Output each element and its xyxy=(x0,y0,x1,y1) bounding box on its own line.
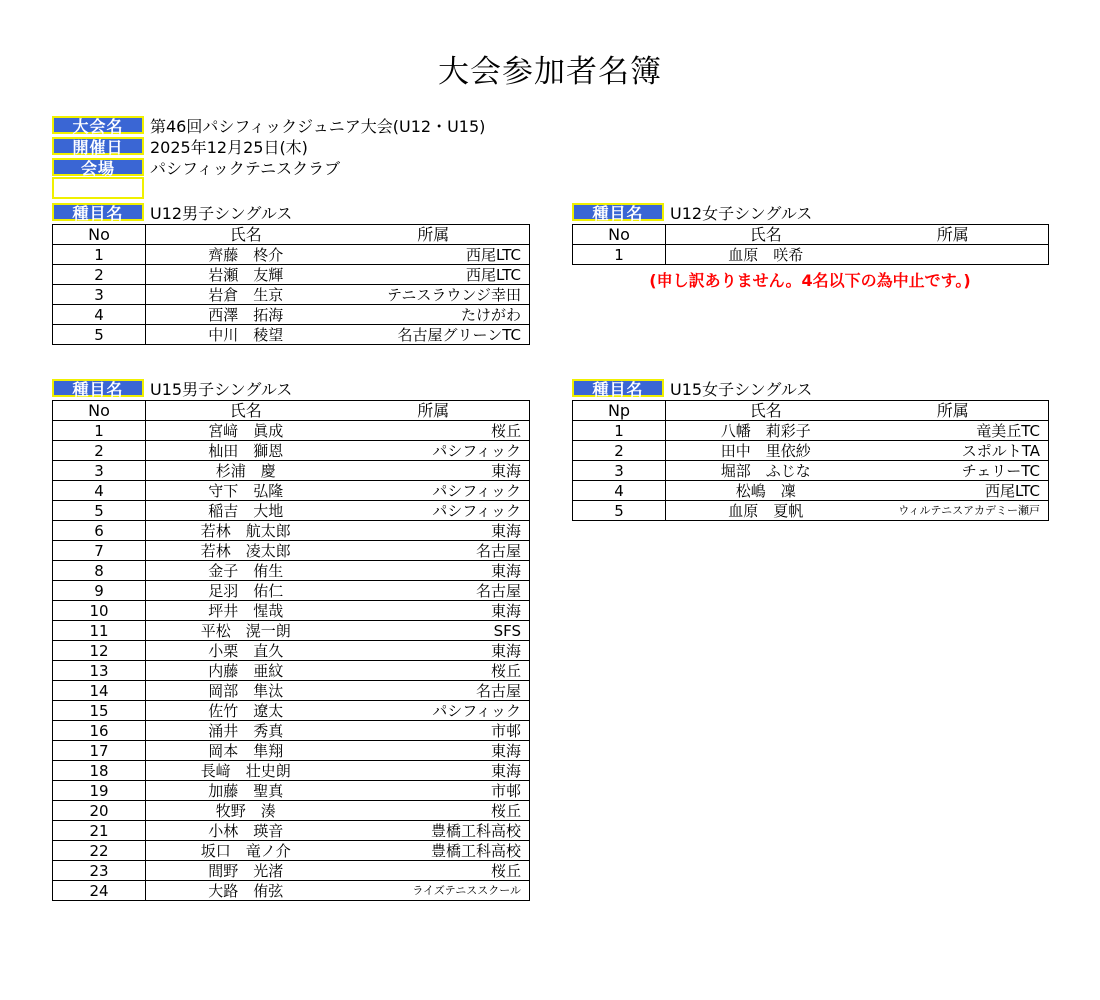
entry-affiliation: 桜丘 xyxy=(346,661,530,681)
header-no: No xyxy=(573,225,666,245)
venue-row xyxy=(52,157,340,177)
entry-no: 1 xyxy=(573,421,666,441)
table-row xyxy=(573,421,1049,441)
category-label: 種目名 xyxy=(572,203,664,221)
entry-no: 6 xyxy=(53,521,146,541)
header-no: No xyxy=(53,225,146,245)
entry-no: 16 xyxy=(53,721,146,741)
table-row xyxy=(53,701,530,721)
entry-affiliation: ウィルテニスアカデミー瀬戸 xyxy=(866,501,1049,521)
entry-name: 大路 侑弦 xyxy=(146,881,346,901)
entry-name: 松嶋 凜 xyxy=(666,481,866,501)
entry-name: 杣田 獅恩 xyxy=(146,441,346,461)
entry-affiliation: 市邨 xyxy=(346,721,530,741)
category-label: 種目名 xyxy=(572,379,664,397)
entry-affiliation: 竜美丘TC xyxy=(866,421,1049,441)
entry-no: 4 xyxy=(53,305,146,325)
entry-affiliation: 東海 xyxy=(346,761,530,781)
event-date-value: 2025年12月25日(木) xyxy=(150,137,308,157)
entry-name: 涌井 秀真 xyxy=(146,721,346,741)
entry-no: 5 xyxy=(573,501,666,521)
entry-name: 齊藤 柊介 xyxy=(146,245,346,265)
table-row xyxy=(53,285,530,305)
table-row xyxy=(53,721,530,741)
entry-affiliation: 東海 xyxy=(346,461,530,481)
blank-label-cell xyxy=(52,177,144,199)
entry-affiliation: パシフィック xyxy=(346,481,530,501)
entry-name: 堀部 ふじな xyxy=(666,461,866,481)
entry-no: 4 xyxy=(573,481,666,501)
table-row xyxy=(53,521,530,541)
entry-no: 1 xyxy=(53,245,146,265)
entry-no: 17 xyxy=(53,741,146,761)
entry-no: 13 xyxy=(53,661,146,681)
category-label: 種目名 xyxy=(52,379,144,397)
entry-affiliation: パシフィック xyxy=(346,441,530,461)
entry-no: 2 xyxy=(573,441,666,461)
entry-no: 1 xyxy=(53,421,146,441)
entry-no: 23 xyxy=(53,861,146,881)
header-name: 氏名 xyxy=(666,225,866,245)
table-header-row xyxy=(53,225,530,245)
table-header-row xyxy=(573,401,1049,421)
table-row xyxy=(53,501,530,521)
table-row xyxy=(53,801,530,821)
entry-affiliation: 名古屋グリーンTC xyxy=(346,325,530,345)
entry-no: 21 xyxy=(53,821,146,841)
entry-name: 岡部 隼汰 xyxy=(146,681,346,701)
entry-name: 稲吉 大地 xyxy=(146,501,346,521)
entry-no: 4 xyxy=(53,481,146,501)
entry-affiliation: 桜丘 xyxy=(346,421,530,441)
entry-affiliation: テニスラウンジ幸田 xyxy=(346,285,530,305)
entry-name: 小栗 直久 xyxy=(146,641,346,661)
u15-boys-table xyxy=(52,400,530,901)
entry-no: 3 xyxy=(53,285,146,305)
table-row xyxy=(573,501,1049,521)
page-title: 大会参加者名簿 xyxy=(438,54,662,90)
table-row xyxy=(53,681,530,701)
category-header-u12-girls xyxy=(572,202,812,222)
entry-name: 田中 里依紗 xyxy=(666,441,866,461)
entry-no: 11 xyxy=(53,621,146,641)
entry-no: 24 xyxy=(53,881,146,901)
table-row xyxy=(53,441,530,461)
entry-name: 牧野 湊 xyxy=(146,801,346,821)
entry-affiliation: 名古屋 xyxy=(346,681,530,701)
table-row xyxy=(53,761,530,781)
entry-affiliation: 西尾LTC xyxy=(346,265,530,285)
entry-name: 八幡 莉彩子 xyxy=(666,421,866,441)
table-row xyxy=(53,325,530,345)
cancellation-notice: (申し訳ありません。4名以下の為中止です。) xyxy=(649,271,971,290)
entry-affiliation: 豊橋工科高校 xyxy=(346,841,530,861)
entry-affiliation: SFS xyxy=(346,621,530,641)
table-row xyxy=(53,781,530,801)
table-row xyxy=(53,821,530,841)
table-row xyxy=(53,841,530,861)
entry-affiliation: 東海 xyxy=(346,601,530,621)
entry-affiliation: パシフィック xyxy=(346,501,530,521)
entry-affiliation: 名古屋 xyxy=(346,581,530,601)
entry-name: 西澤 拓海 xyxy=(146,305,346,325)
entry-name: 岩倉 生京 xyxy=(146,285,346,305)
table-row xyxy=(53,581,530,601)
header-name: 氏名 xyxy=(666,401,866,421)
event-date-row xyxy=(52,136,308,156)
entry-affiliation: 桜丘 xyxy=(346,801,530,821)
table-row xyxy=(53,245,530,265)
entry-name: 坂口 竜ノ介 xyxy=(146,841,346,861)
entry-affiliation: 豊橋工科高校 xyxy=(346,821,530,841)
table-row xyxy=(573,245,1049,265)
entry-affiliation: パシフィック xyxy=(346,701,530,721)
header-affiliation: 所属 xyxy=(346,401,530,421)
entry-no: 2 xyxy=(53,265,146,285)
entry-no: 20 xyxy=(53,801,146,821)
u12-girls-table xyxy=(572,224,1049,265)
entry-no: 18 xyxy=(53,761,146,781)
entry-name: 佐竹 遼太 xyxy=(146,701,346,721)
entry-name: 長﨑 壮史朗 xyxy=(146,761,346,781)
table-row xyxy=(53,265,530,285)
table-row xyxy=(573,481,1049,501)
blank-info-row xyxy=(52,178,144,198)
entry-name: 血原 夏帆 xyxy=(666,501,866,521)
table-row xyxy=(53,561,530,581)
entry-name: 足羽 佑仁 xyxy=(146,581,346,601)
entry-affiliation: 名古屋 xyxy=(346,541,530,561)
entry-affiliation: 東海 xyxy=(346,521,530,541)
entry-name: 杉浦 慶 xyxy=(146,461,346,481)
category-name: U12女子シングルス xyxy=(670,203,813,223)
entry-no: 10 xyxy=(53,601,146,621)
header-affiliation: 所属 xyxy=(866,225,1049,245)
table-row xyxy=(53,621,530,641)
u12-boys-table xyxy=(52,224,530,345)
category-header-u12-boys xyxy=(52,202,292,222)
entry-name: 血原 咲希 xyxy=(666,245,866,265)
entry-no: 19 xyxy=(53,781,146,801)
entry-no: 3 xyxy=(53,461,146,481)
header-no: No xyxy=(53,401,146,421)
entry-name: 坪井 惺哉 xyxy=(146,601,346,621)
table-row xyxy=(53,541,530,561)
event-name-label: 大会名 xyxy=(52,116,144,134)
category-name: U15女子シングルス xyxy=(670,379,813,399)
header-name: 氏名 xyxy=(146,401,346,421)
event-name-value: 第46回パシフィックジュニア大会(U12・U15) xyxy=(150,116,486,136)
entry-affiliation: 東海 xyxy=(346,561,530,581)
entry-affiliation: 桜丘 xyxy=(346,861,530,881)
entry-name: 岡本 隼翔 xyxy=(146,741,346,761)
entry-name: 加藤 聖真 xyxy=(146,781,346,801)
entry-name: 中川 稜望 xyxy=(146,325,346,345)
table-row xyxy=(53,305,530,325)
entry-name: 金子 侑生 xyxy=(146,561,346,581)
entry-name: 若林 航太郎 xyxy=(146,521,346,541)
category-header-u15-boys xyxy=(52,378,292,398)
entry-no: 2 xyxy=(53,441,146,461)
entry-affiliation: 東海 xyxy=(346,741,530,761)
table-header-row xyxy=(573,225,1049,245)
u15-girls-table xyxy=(572,400,1049,521)
header-affiliation: 所属 xyxy=(346,225,530,245)
entry-name: 岩瀬 友輝 xyxy=(146,265,346,285)
entry-no: 3 xyxy=(573,461,666,481)
entry-affiliation: チェリーTC xyxy=(866,461,1049,481)
entry-name: 小林 瑛音 xyxy=(146,821,346,841)
category-name: U15男子シングルス xyxy=(150,379,293,399)
entry-name: 守下 弘隆 xyxy=(146,481,346,501)
entry-affiliation: スポルトTA xyxy=(866,441,1049,461)
table-row xyxy=(53,481,530,501)
header-name: 氏名 xyxy=(146,225,346,245)
table-row xyxy=(53,461,530,481)
entry-affiliation: 市邨 xyxy=(346,781,530,801)
entry-no: 12 xyxy=(53,641,146,661)
table-row xyxy=(53,421,530,441)
table-row xyxy=(53,861,530,881)
entry-no: 22 xyxy=(53,841,146,861)
entry-name: 若林 凌太郎 xyxy=(146,541,346,561)
table-row xyxy=(53,661,530,681)
event-date-label: 開催日 xyxy=(52,137,144,155)
entry-no: 7 xyxy=(53,541,146,561)
table-row xyxy=(573,461,1049,481)
header-no: Np xyxy=(573,401,666,421)
category-header-u15-girls xyxy=(572,378,812,398)
table-row xyxy=(573,441,1049,461)
entry-no: 15 xyxy=(53,701,146,721)
entry-affiliation: ライズテニススクール xyxy=(346,881,530,901)
venue-label: 会場 xyxy=(52,158,144,176)
category-name: U12男子シングルス xyxy=(150,203,293,223)
table-row xyxy=(53,601,530,621)
event-name-row xyxy=(52,115,485,135)
entry-no: 9 xyxy=(53,581,146,601)
entry-no: 5 xyxy=(53,325,146,345)
entry-affiliation: 東海 xyxy=(346,641,530,661)
entry-affiliation: 西尾LTC xyxy=(866,481,1049,501)
entry-affiliation: たけがわ xyxy=(346,305,530,325)
table-header-row xyxy=(53,401,530,421)
header-affiliation: 所属 xyxy=(866,401,1049,421)
entry-no: 1 xyxy=(573,245,666,265)
entry-name: 内藤 亜紋 xyxy=(146,661,346,681)
entry-no: 14 xyxy=(53,681,146,701)
entry-name: 間野 光渚 xyxy=(146,861,346,881)
entry-no: 5 xyxy=(53,501,146,521)
table-row xyxy=(53,881,530,901)
category-label: 種目名 xyxy=(52,203,144,221)
table-row xyxy=(53,641,530,661)
entry-no: 8 xyxy=(53,561,146,581)
entry-name: 宮﨑 眞成 xyxy=(146,421,346,441)
entry-name: 平松 滉一朗 xyxy=(146,621,346,641)
entry-affiliation xyxy=(866,245,1049,265)
venue-value: パシフィックテニスクラブ xyxy=(150,158,341,178)
entry-affiliation: 西尾LTC xyxy=(346,245,530,265)
table-row xyxy=(53,741,530,761)
